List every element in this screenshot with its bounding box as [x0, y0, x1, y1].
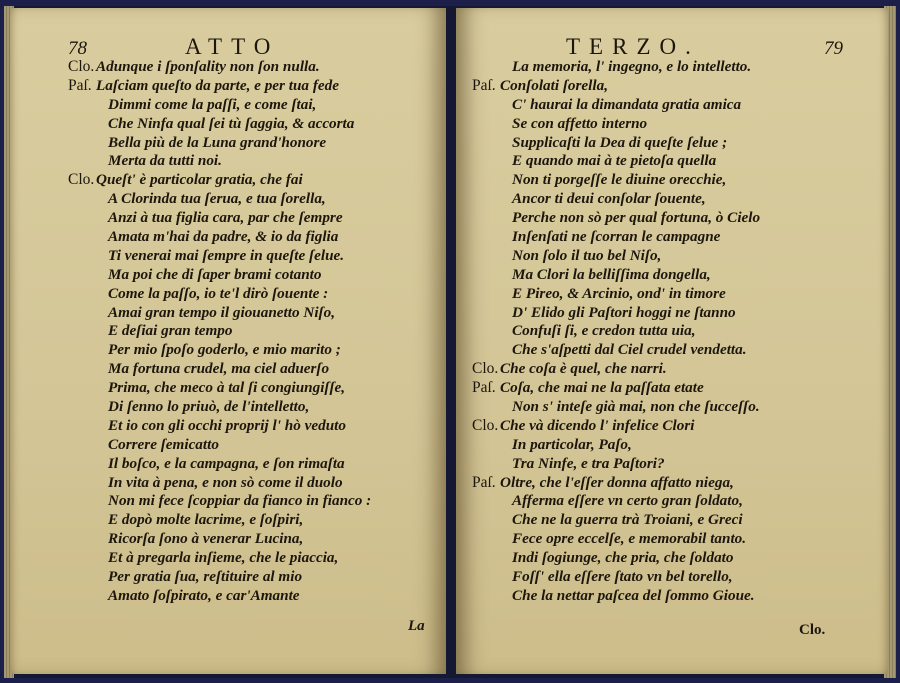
speaker-label: Clo. — [472, 360, 499, 378]
right-text-block — [472, 58, 872, 606]
speaker-label: Clo. — [68, 58, 95, 75]
right-page — [456, 8, 888, 674]
verse-text: Che coſa è quel, che narri. — [500, 360, 667, 378]
verse-text: Ancor ti deui conſolar ſouente, — [512, 190, 706, 208]
text-line — [472, 77, 872, 96]
verse-text: Amata m'hai da padre, & io da figlia — [108, 228, 339, 246]
left-page — [10, 8, 446, 674]
verse-text: E dopò molte lacrime, e ſoſpiri, — [108, 511, 304, 529]
text-line — [472, 228, 872, 247]
verse-text: Non mi fece ſcoppiar da fianco in fianco : — [108, 492, 372, 510]
text-line — [472, 511, 872, 530]
verse-text: Conſolati ſorella, — [500, 76, 609, 94]
text-line — [68, 228, 440, 247]
verse-text: Se con affetto interno — [512, 114, 648, 132]
text-line — [472, 134, 872, 153]
text-line — [472, 58, 872, 77]
verse-text: Che Ninfa qual ſei tù ſaggia, & accorta — [108, 114, 355, 132]
verse-text: Ma Clori la belliſſima dongella, — [512, 265, 711, 283]
text-line — [472, 587, 872, 606]
text-line — [472, 190, 872, 209]
speaker-label: Paſ. — [68, 76, 92, 94]
verse-text: Anzi à tua figlia cara, par che ſempre — [108, 209, 343, 227]
text-line — [68, 96, 440, 115]
speaker-label: Clo. — [472, 416, 499, 434]
text-line — [472, 266, 872, 285]
text-line — [472, 360, 872, 379]
verse-text: Ma poi che di ſaper brami cotanto — [108, 265, 322, 283]
text-line — [472, 115, 872, 134]
catchword-right: Clo. — [799, 622, 826, 638]
text-line — [68, 530, 440, 549]
verse-text: Dimmi come la paſſi, e come ſtai, — [108, 95, 317, 113]
verse-text: Indi ſogiunge, che pria, che ſoldato — [512, 549, 734, 567]
verse-text: Bella più de la Luna grand'honore — [108, 133, 327, 151]
text-line — [68, 398, 440, 417]
verse-text: D' Elido gli Paſtori hoggi ne ſtanno — [512, 303, 736, 321]
text-line — [68, 417, 440, 436]
text-line — [472, 436, 872, 455]
verse-text: Ricorſa ſono à venerar Lucina, — [108, 530, 304, 548]
text-line — [472, 322, 872, 341]
running-head-left: ATTO — [185, 34, 280, 59]
text-line — [472, 455, 872, 474]
text-line — [68, 134, 440, 153]
text-line — [472, 379, 872, 398]
verse-text: Prima, che meco à tal ſi congiungiſſe, — [108, 379, 346, 397]
verse-text: Supplicaſti la Dea di queſte ſelue ; — [512, 133, 728, 151]
verse-text: Ma fortuna crudel, ma ciel aduerſo — [108, 360, 330, 378]
verse-text: Queſt' è particolar gratia, che fai — [96, 171, 303, 189]
text-line — [472, 96, 872, 115]
speaker-label: Paſ. — [472, 76, 496, 94]
text-line — [472, 474, 872, 493]
text-line — [472, 530, 872, 549]
verse-text: Oltre, che l'eſſer donna affatto niega, — [500, 473, 734, 491]
verse-text: Perche non sò per qual fortuna, ò Cielo — [512, 209, 761, 227]
verse-text: Afferma eſſere vn certo gran ſoldato, — [512, 492, 743, 510]
verse-text: Inſenſati ne ſcorran le campagne — [512, 228, 721, 246]
text-line — [68, 549, 440, 568]
speaker-label: Clo. — [68, 171, 95, 189]
text-line — [472, 285, 872, 304]
text-line — [68, 379, 440, 398]
text-line — [68, 474, 440, 493]
verse-text: Non ti porgeſſe le diuine orecchie, — [512, 171, 727, 189]
verse-text: Foſſ' ella eſſere ſtato vn bel torello, — [512, 568, 733, 586]
verse-text: E Pireo, & Arcinio, ond' in timore — [512, 284, 726, 302]
text-line — [68, 568, 440, 587]
verse-text: Coſa, che mai ne la paſſata etate — [500, 379, 704, 397]
text-line — [472, 304, 872, 323]
text-line — [472, 209, 872, 228]
text-line — [68, 77, 440, 96]
verse-text: E deſiai gran tempo — [108, 322, 233, 340]
verse-text: Che la nettar paſcea del ſommo Gioue. — [512, 586, 755, 604]
text-line — [68, 247, 440, 266]
verse-text: La memoria, l' ingegno, e lo intelletto. — [512, 58, 752, 75]
verse-text: Adunque i ſponſality non ſon nulla. — [96, 58, 320, 75]
verse-text: Fece opre eccelſe, e memorabil tanto. — [512, 530, 747, 548]
text-line — [68, 266, 440, 285]
open-book — [4, 6, 896, 678]
text-line — [68, 152, 440, 171]
text-line — [472, 568, 872, 587]
text-line — [68, 455, 440, 474]
page-number-left: 78 — [68, 38, 87, 59]
verse-text: Et à pregarla inſieme, che le piaccia, — [108, 549, 339, 567]
verse-text: Laſciam queſto da parte, e per tua fede — [96, 76, 339, 94]
left-text-block — [68, 58, 440, 606]
text-line — [68, 58, 440, 77]
text-line — [68, 304, 440, 323]
text-line — [472, 341, 872, 360]
verse-text: Non s' inteſe già mai, non che ſucceſſo. — [512, 398, 760, 416]
verse-text: Merta da tutti noi. — [108, 152, 222, 170]
verse-text: Che ne la guerra trà Troiani, e Greci — [512, 511, 743, 529]
verse-text: E quando mai à te pietoſa quella — [512, 152, 717, 170]
verse-text: Per gratia ſua, reſtituire al mio — [108, 568, 303, 586]
verse-text: Che s'aſpetti dal Ciel crudel vendetta. — [512, 341, 747, 359]
verse-text: Amai gran tempo il giouanetto Niſo, — [108, 303, 335, 321]
verse-text: In vita à pena, e non sò come il duolo — [108, 473, 343, 491]
verse-text: C' haurai la dimandata gratia amica — [512, 95, 742, 113]
verse-text: A Clorinda tua ſerua, e tua ſorella, — [108, 190, 326, 208]
verse-text: Come la paſſo, io te'l dirò ſouente : — [108, 284, 329, 302]
text-line — [68, 171, 440, 190]
verse-text: Di ſenno lo priuò, de l'intelletto, — [108, 398, 310, 416]
text-line — [472, 398, 872, 417]
verse-text: Tra Ninfe, e tra Paſtori? — [512, 454, 665, 472]
text-line — [68, 322, 440, 341]
verse-text: Confuſi ſi, e credon tutta uia, — [512, 322, 696, 340]
page-number-right: 79 — [824, 38, 843, 59]
text-line — [68, 360, 440, 379]
verse-text: Il boſco, e la campagna, e ſon rimaſta — [108, 454, 345, 472]
text-line — [68, 587, 440, 606]
verse-text: Correre ſemicatto — [108, 435, 219, 453]
text-line — [68, 285, 440, 304]
speaker-label: Paſ. — [472, 379, 496, 397]
text-line — [68, 436, 440, 455]
verse-text: In particolar, Paſo, — [512, 435, 632, 453]
text-line — [68, 511, 440, 530]
text-line — [68, 115, 440, 134]
verse-text: Che và dicendo l' infelice Clori — [500, 416, 695, 434]
speaker-label: Paſ. — [472, 473, 496, 491]
text-line — [472, 152, 872, 171]
text-line — [472, 171, 872, 190]
verse-text: Per mio ſpoſo goderlo, e mio marito ; — [108, 341, 341, 359]
verse-text: Et io con gli occhi proprij l' hò veduto — [108, 416, 346, 434]
text-line — [472, 492, 872, 511]
text-line — [68, 341, 440, 360]
text-line — [472, 549, 872, 568]
verse-text: Ti venerai mai ſempre in queſte ſelue. — [108, 246, 345, 264]
text-line — [472, 247, 872, 266]
catchword-left: La — [408, 618, 425, 634]
text-line — [68, 492, 440, 511]
verse-text: Non ſolo il tuo bel Niſo, — [512, 246, 662, 264]
text-line — [472, 417, 872, 436]
text-line — [68, 209, 440, 228]
verse-text: Amato ſoſpirato, e car'Amante — [108, 586, 300, 604]
running-head-right: TERZO. — [566, 34, 700, 59]
text-line — [68, 190, 440, 209]
